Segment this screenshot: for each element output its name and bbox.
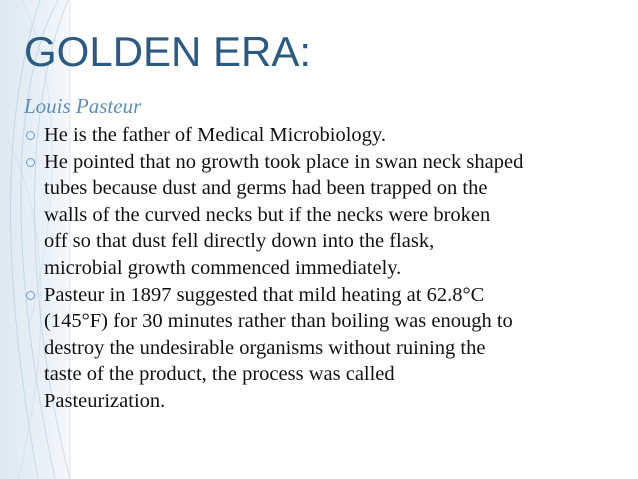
bullet-line: microbial growth commenced immediately. [44,256,402,279]
bullet-line: taste of the product, the process was called [44,363,395,386]
bullet-item [24,282,634,415]
bullet-item [24,149,634,282]
slide-title: GOLDEN ERA: [24,28,312,75]
bullet-line: Pasteurization. [44,389,166,412]
hollow-circle-bullet-icon [26,291,35,300]
bullet-line: walls of the curved necks but if the necks were broken [44,203,491,226]
bullet-line: tubes because dust and germs had been trapped on the [44,177,488,200]
bullet-list [24,122,634,415]
bullet-line: He pointed that no growth took place in swan neck shaped [44,150,524,173]
hollow-circle-bullet-icon [26,131,35,140]
bullet-line: off so that dust fell directly down into the flask, [44,230,435,253]
slide-subtitle: Louis Pasteur [24,94,142,118]
hollow-circle-bullet-icon [26,158,35,167]
bullet-line: destroy the undesirable organisms without ruining the [44,336,486,359]
bullet-line: (145°F) for 30 minutes rather than boiling was enough to [44,310,513,333]
bullet-line: He is the father of Medical Microbiology. [44,124,386,146]
bullet-item [24,122,634,149]
bullet-line: Pasteur in 1897 suggested that mild heating at 62.8°C [44,283,485,306]
